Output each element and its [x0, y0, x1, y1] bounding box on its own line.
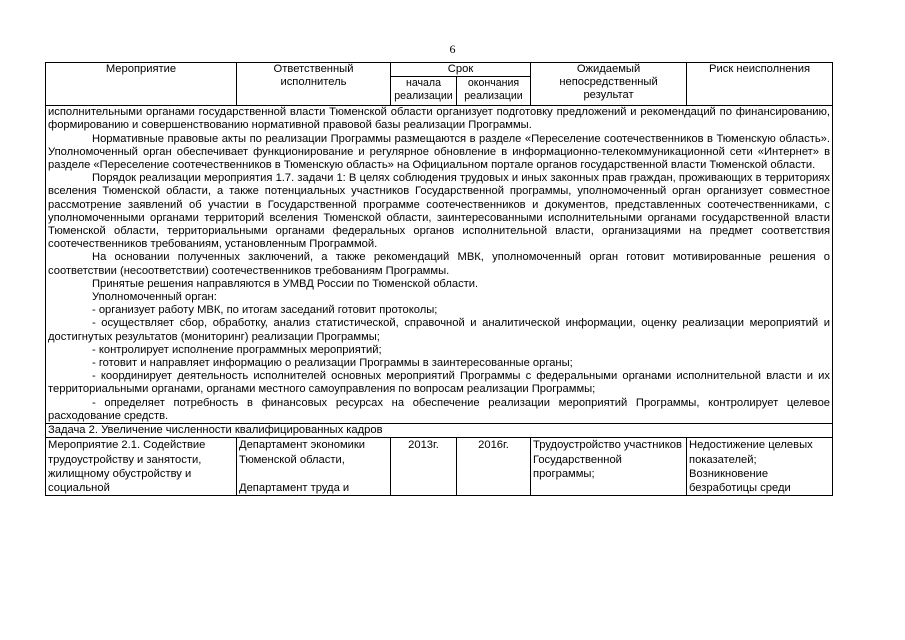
- program-table: [45, 62, 833, 496]
- row-executor: [237, 438, 391, 496]
- body-paragraph: Принятые решения направляются в УМВД России по Тюменской области.: [92, 277, 479, 290]
- body-text-cell: [46, 106, 833, 424]
- row-measure: Мероприятие 2.1. Содействие трудоустройству и занятости, жилищному обустройству и социальной: [46, 438, 237, 496]
- header-risk: Риск неисполнения: [687, 63, 833, 106]
- body-paragraph: - контролирует исполнение программных мероприятий;: [92, 343, 382, 356]
- body-paragraph: - определяет потребность в финансовых ресурсах на обеспечение реализации мероприятий Программы, контролирует целевое расходование средств.: [48, 396, 831, 422]
- page-number: 6: [449, 42, 456, 56]
- header-measure: Мероприятие: [46, 63, 237, 106]
- body-paragraph: Нормативные правовые акты по реализации Программы размещаются в разделе «Переселение соотечественников в Тюменскую область». Уполномоченный орган обеспечивает функционирование и регулярное обновление в информационно-телекоммуникационной сети «Интернет» в разделе «Переселение соотечественников в Тюменскую область» на Официальном портале органов государственной власти Тюменской области.: [48, 132, 831, 172]
- body-paragraph: Уполномоченный орган:: [92, 291, 217, 304]
- row-risk: Недостижение целевых показателей; Возникновение безработицы среди: [687, 438, 833, 496]
- header-result: Ожидаемый непосредственный результат: [531, 63, 687, 106]
- row-executor-2: Департамент труда и: [239, 481, 350, 494]
- row-end: 2016г.: [457, 438, 531, 496]
- row-start: 2013г.: [391, 438, 457, 496]
- body-paragraph: Порядок реализации мероприятия 1.7. задачи 1: В целях соблюдения трудовых и иных законных прав граждан, проживающих в территориях вселения Тюменской области, а также потенциальных участников Государственной программы, уполномоченный орган организует совместное рассмотрение заявлений об участии в Государственной программе соотечественников и документов, представленных соотечественниками, с уполномоченными органами территорий вселения Тюменской области, заинтересованными исполнительными органами государственной власти Тюменской области, территориальными органами федеральных органов исполнительной власти, организациями на предмет соответствия соотечественников требованиям, установленным Программой.: [48, 172, 831, 251]
- body-paragraph: - координирует деятельность исполнителей основных мероприятий Программы с федеральными органами исполнительной власти и их территориальными органами, органами местного самоуправления по вопросам реализации Программы;: [48, 370, 831, 396]
- header-executor: Ответственный исполнитель: [237, 63, 391, 106]
- body-paragraph: - готовит и направляет информацию о реализации Программы в заинтересованные органы;: [92, 357, 573, 370]
- header-end: окончания реализации: [457, 77, 531, 106]
- body-paragraph: исполнительными органами государственной власти Тюменской области организует подготовку предложений и рекомендаций по финансированию, формированию и совершенствованию нормативной правовой базы реализации Программы.: [48, 106, 831, 132]
- row-executor-1: Департамент экономики Тюменской области,: [239, 439, 366, 466]
- header-term: Срок: [391, 63, 531, 77]
- body-paragraph: На основании полученных заключений, а также рекомендаций МВК, уполномоченный орган готовит мотивированные решения о соответствии (несоответствии) соотечественников требованиям Программы.: [48, 251, 831, 277]
- task-2-heading: Задача 2. Увеличение численности квалифицированных кадров: [46, 424, 833, 438]
- body-paragraph: - осуществляет сбор, обработку, анализ статистической, справочной и аналитической информации, оценку реализации мероприятий и достигнутых результатов (мониторинг) реализации Программы;: [48, 317, 831, 343]
- row-result: Трудоустройство участников Государственной программы;: [531, 438, 687, 496]
- body-paragraph: - организует работу МВК, по итогам заседаний готовит протоколы;: [92, 304, 438, 317]
- header-start: начала реализации: [391, 77, 457, 106]
- body-text: [48, 106, 830, 423]
